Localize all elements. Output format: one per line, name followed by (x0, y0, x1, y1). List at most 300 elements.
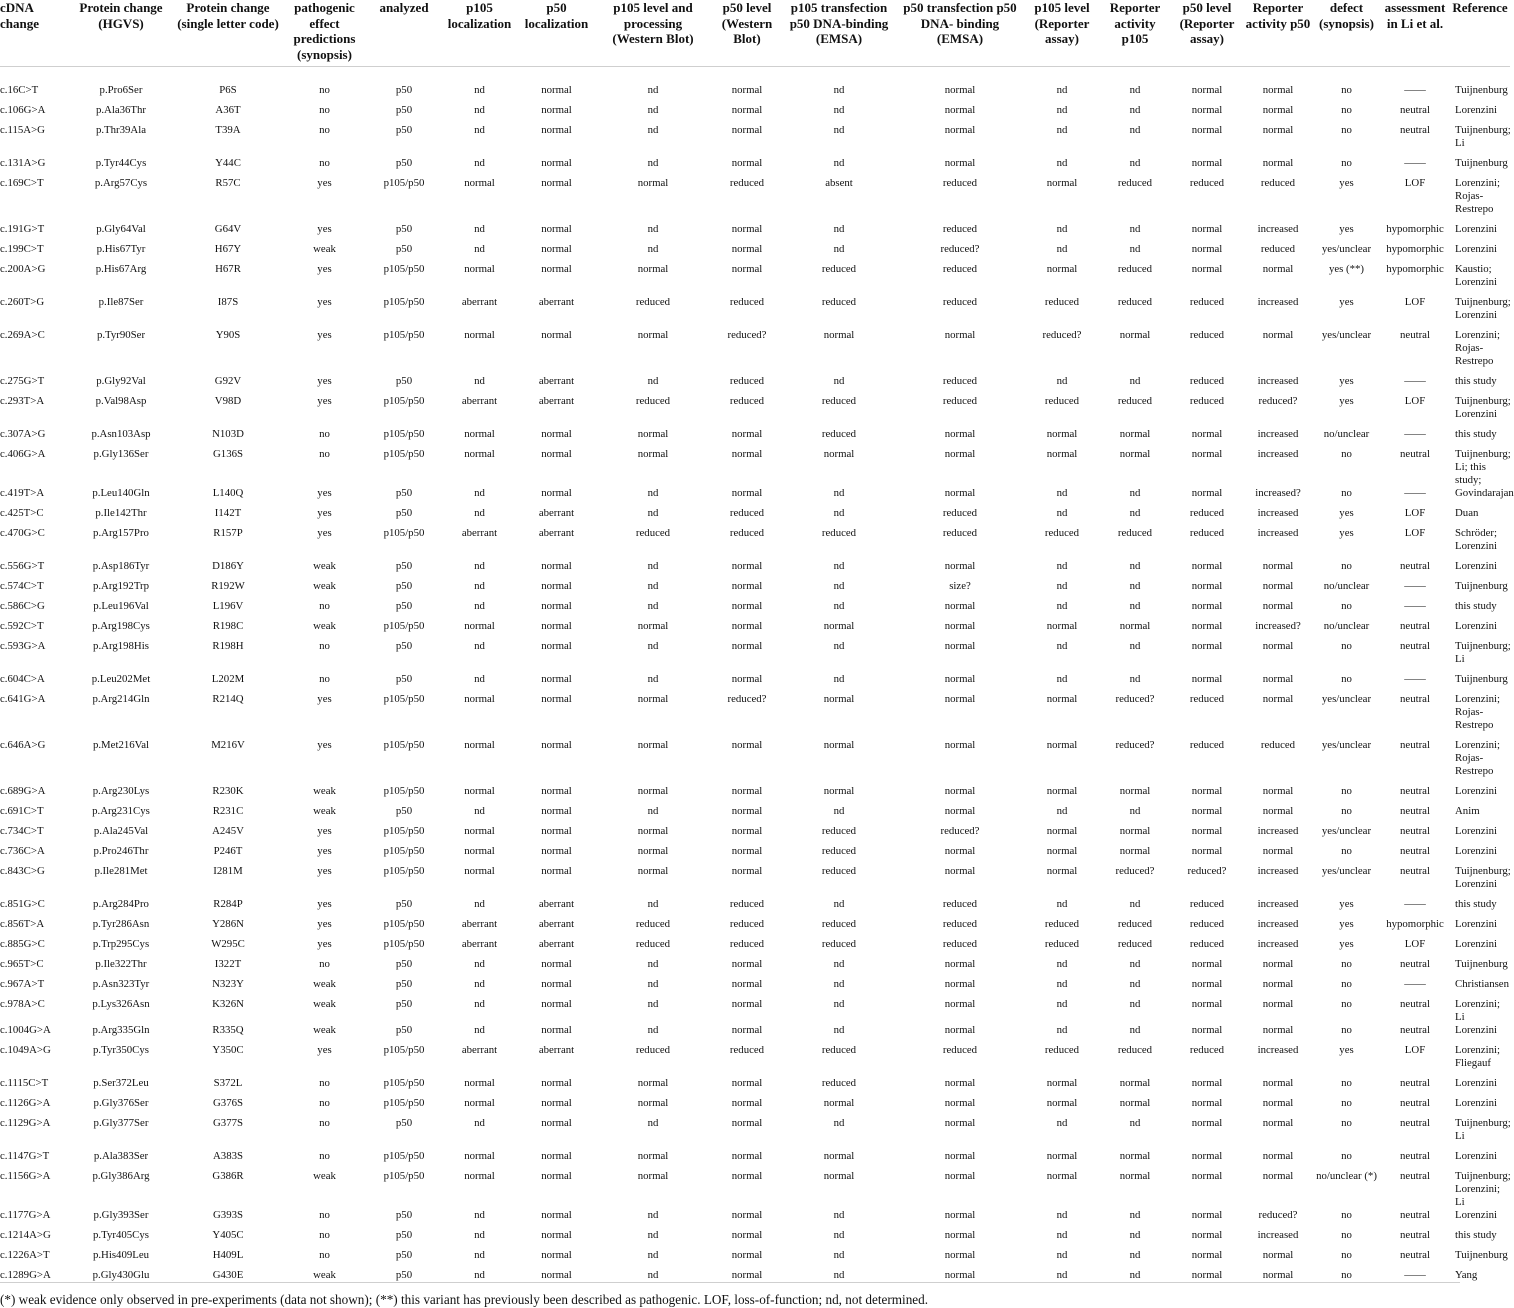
table-cell: normal (1191, 448, 1223, 460)
table-cell: normal (1262, 785, 1294, 797)
table-cell: normal (541, 805, 572, 817)
table-cell: S372L (213, 1077, 243, 1089)
table-cell: Lorenzini; Rojas-Restrepo (1455, 739, 1500, 777)
table-cell: nd (833, 487, 845, 499)
table-cell: no (319, 1117, 330, 1129)
table-cell: reduced? (1115, 865, 1155, 877)
table-cell: W295C (211, 938, 245, 950)
table-cell: p105/p50 (383, 865, 425, 877)
table-cell: L202M (211, 673, 245, 685)
table-cell: reduced (942, 296, 978, 308)
table-cell: increased (1257, 938, 1299, 950)
table-cell: I281M (213, 865, 243, 877)
table-cell: nd (1056, 958, 1068, 970)
table-cell: reduced (729, 918, 765, 930)
table-row (0, 825, 1510, 845)
table-cell: nd (474, 243, 485, 255)
table-cell: LOF (1404, 395, 1426, 407)
table-cell: normal (1119, 1150, 1151, 1162)
table-cell: reduced (729, 395, 765, 407)
table-cell: —— (1404, 157, 1426, 169)
table-cell: normal (1191, 1097, 1223, 1109)
table-cell: normal (541, 1229, 572, 1241)
table-cell: normal (1046, 865, 1078, 877)
table-cell: neutral (1400, 845, 1430, 857)
table-cell: —— (1404, 428, 1426, 440)
table-row (0, 693, 1510, 739)
table-cell: no (1341, 640, 1352, 652)
table-cell: normal (823, 1097, 855, 1109)
table-cell: p50 (395, 673, 413, 685)
table-cell: Y350C (212, 1044, 244, 1056)
table-cell: nd (647, 375, 659, 387)
table-row (0, 673, 1510, 693)
table-cell: normal (1262, 1077, 1294, 1089)
table-cell: reduced (821, 938, 857, 950)
table-cell: nd (474, 580, 485, 592)
table-row (0, 938, 1510, 958)
table-cell: neutral (1400, 104, 1430, 116)
table-cell: normal (1119, 620, 1151, 632)
table-cell: no (319, 1229, 330, 1241)
table-cell: p105/p50 (383, 1077, 425, 1089)
table-cell: no (1341, 157, 1352, 169)
table-cell: increased (1257, 1044, 1299, 1056)
table-cell: normal (541, 958, 572, 970)
table-cell: yes/unclear (1321, 243, 1372, 255)
table-cell: nd (833, 1269, 845, 1281)
table-cell: normal (944, 1024, 976, 1036)
table-cell: normal (944, 805, 976, 817)
table-cell: yes/unclear (1321, 693, 1372, 705)
table-cell: A36T (215, 104, 241, 116)
table-cell: normal (731, 673, 763, 685)
table-cell: nd (1129, 958, 1141, 970)
table-cell: p.Leu196Val (93, 600, 149, 612)
table-cell: Schröder; Lorenzini (1455, 527, 1497, 552)
table-cell: normal (944, 845, 976, 857)
table-cell: no (319, 600, 330, 612)
table-cell: no/unclear (1323, 428, 1370, 440)
table-cell: normal (541, 1097, 572, 1109)
table-cell: no (319, 1249, 330, 1261)
column-header: p105 transfection p50 DNA-binding (EMSA) (783, 0, 895, 67)
table-cell: yes (317, 918, 332, 930)
table-cell: Lorenzini; Li (1455, 998, 1500, 1023)
table-cell: reduced (821, 296, 857, 308)
table-cell: nd (1129, 560, 1141, 572)
table-row (0, 785, 1510, 805)
table-cell: p50 (395, 487, 413, 499)
table-cell: nd (474, 223, 485, 235)
table-cell: reduced (942, 918, 978, 930)
table-cell: reduced? (1258, 1209, 1298, 1221)
table-cell: nd (474, 507, 485, 519)
table-cell: normal (637, 1097, 669, 1109)
table-cell: no (1341, 805, 1352, 817)
table-cell: normal (1191, 104, 1223, 116)
table-cell: normal (464, 620, 495, 632)
table-cell: reduced (942, 223, 978, 235)
table-cell: LOF (1404, 507, 1426, 519)
table-cell: this study (1455, 898, 1497, 910)
table-cell: p105/p50 (383, 1150, 425, 1162)
table-cell: nd (1056, 898, 1068, 910)
table-cell: reduced (821, 395, 857, 407)
table-cell: nd (647, 898, 659, 910)
table-cell: nd (647, 157, 659, 169)
table-cell: normal (1262, 693, 1294, 705)
table-cell: normal (944, 428, 976, 440)
table-row (0, 84, 1510, 104)
table-cell: p50 (395, 157, 413, 169)
table-cell: normal (637, 177, 669, 189)
table-cell: normal (1262, 600, 1294, 612)
table-cell: normal (1191, 1209, 1223, 1221)
table-cell: aberrant (461, 938, 498, 950)
table-cell: nd (1056, 580, 1068, 592)
table-cell: reduced (942, 898, 978, 910)
table-cell: nd (833, 560, 845, 572)
table-cell: —— (1404, 898, 1426, 910)
table-row (0, 1229, 1510, 1249)
table-cell: p105/p50 (383, 448, 425, 460)
table-cell: normal (731, 640, 763, 652)
table-cell: normal (944, 448, 976, 460)
table-cell: reduced (1189, 693, 1225, 705)
table-cell: normal (541, 673, 572, 685)
table-cell: normal (1262, 1269, 1294, 1281)
table-cell: normal (541, 124, 572, 136)
table-cell: normal (541, 84, 572, 96)
table-cell: reduced (1189, 938, 1225, 950)
table-cell: no (319, 428, 330, 440)
table-cell: nd (1056, 1269, 1068, 1281)
column-header: Reference (1450, 0, 1510, 67)
table-cell: normal (1191, 124, 1223, 136)
table-cell: normal (944, 600, 976, 612)
table-cell: reduced (1189, 177, 1225, 189)
table-cell: weak (313, 620, 336, 632)
table-cell: normal (464, 1077, 495, 1089)
table-cell: normal (731, 1024, 763, 1036)
table-cell: Lorenzini; Fliegauf (1455, 1044, 1500, 1069)
table-cell: reduced? (1115, 739, 1155, 751)
table-cell: no (319, 157, 330, 169)
table-cell: this study (1455, 375, 1497, 387)
table-cell: normal (1191, 978, 1223, 990)
table-cell: p50 (395, 124, 413, 136)
table-cell: nd (1129, 157, 1141, 169)
table-cell: normal (731, 448, 763, 460)
table-cell: nd (1129, 375, 1141, 387)
table-cell: neutral (1400, 693, 1430, 705)
table-cell: neutral (1400, 1097, 1430, 1109)
table-cell: p50 (395, 1024, 413, 1036)
table-cell: G64V (214, 223, 242, 235)
table-cell: reduced (821, 1077, 857, 1089)
table-cell: —— (1404, 1269, 1426, 1281)
table-cell: —— (1404, 84, 1426, 96)
table-cell: Lorenzini (1455, 1150, 1497, 1162)
column-header: p50 transfection p50 DNA- binding (EMSA) (895, 0, 1025, 67)
table-cell: no (1341, 1249, 1352, 1261)
column-header: p105 localization (441, 0, 518, 67)
table-cell: normal (944, 1269, 976, 1281)
table-cell: nd (1129, 805, 1141, 817)
table-cell: p105/p50 (383, 428, 425, 440)
table-cell: Tuijnenburg (1455, 1249, 1508, 1261)
table-cell: size? (949, 580, 971, 592)
table-cell: reduced (1117, 918, 1153, 930)
table-cell: normal (731, 958, 763, 970)
table-cell: reduced (635, 296, 671, 308)
table-row (0, 177, 1510, 223)
table-cell: nd (1129, 673, 1141, 685)
table-cell: normal (464, 428, 495, 440)
table-cell: normal (731, 785, 763, 797)
table-cell: nd (1056, 1117, 1068, 1129)
table-cell: p.His409Leu (92, 1249, 150, 1261)
table-cell: p.Arg284Pro (93, 898, 149, 910)
table-cell: nd (1056, 1209, 1068, 1221)
table-cell: no (319, 104, 330, 116)
table-cell: aberrant (461, 1044, 498, 1056)
table-cell: c.556G>T (0, 560, 45, 572)
table-cell: increased (1257, 448, 1299, 460)
table-row (0, 560, 1510, 580)
table-cell: normal (1046, 693, 1078, 705)
table-cell: normal (637, 739, 669, 751)
table-row (0, 600, 1510, 620)
table-cell: normal (944, 124, 976, 136)
table-cell: nd (474, 1249, 485, 1261)
table-cell: p.Ala245Val (93, 825, 149, 837)
table-cell: normal (541, 620, 572, 632)
table-cell: no (1341, 1097, 1352, 1109)
table-cell: aberrant (461, 296, 498, 308)
table-cell: p50 (395, 243, 413, 255)
table-row (0, 958, 1510, 978)
table-cell: p.Gly377Ser (93, 1117, 149, 1129)
table-cell: reduced (821, 527, 857, 539)
table-cell: yes (1339, 177, 1354, 189)
table-cell: c.425T>C (0, 507, 44, 519)
table-cell: normal (731, 1209, 763, 1221)
table-footnote: (*) weak evidence only observed in pre-experiments (data not shown); (**) this variant has previously been described as pathogenic. LOF, loss-of-function; nd, not determined. (0, 1282, 1460, 1308)
table-cell: c.169C>T (0, 177, 44, 189)
table-cell: p105/p50 (383, 1044, 425, 1056)
table-cell: reduced (1117, 296, 1153, 308)
table-cell: reduced (1260, 177, 1296, 189)
column-header: p105 level (Reporter assay) (1025, 0, 1099, 67)
table-cell: normal (731, 487, 763, 499)
table-cell: nd (647, 805, 659, 817)
table-cell: R284P (213, 898, 243, 910)
table-cell: p.Asp186Tyr (92, 560, 150, 572)
table-cell: increased (1257, 428, 1299, 440)
table-cell: normal (1046, 1170, 1078, 1182)
table-cell: p105/p50 (383, 263, 425, 275)
table-cell: p.His67Tyr (96, 243, 146, 255)
table-cell: normal (823, 739, 855, 751)
table-cell: normal (541, 448, 572, 460)
table-cell: reduced (1044, 918, 1080, 930)
table-cell: no (1341, 600, 1352, 612)
table-cell: normal (1191, 673, 1223, 685)
table-cell: normal (1191, 1229, 1223, 1241)
table-cell: reduced (1189, 1044, 1225, 1056)
table-cell: reduced (821, 865, 857, 877)
table-cell: normal (1191, 998, 1223, 1010)
table-row (0, 104, 1510, 124)
table-cell: nd (1129, 124, 1141, 136)
table-cell: normal (637, 693, 669, 705)
table-cell: normal (823, 620, 855, 632)
table-cell: no (1341, 998, 1352, 1010)
table-cell: no (1341, 1229, 1352, 1241)
table-cell: c.593G>A (0, 640, 46, 652)
table-cell: c.1049A>G (0, 1044, 51, 1056)
table-row (0, 865, 1510, 898)
table-cell: normal (823, 693, 855, 705)
column-header: Protein change (single letter code) (174, 0, 282, 67)
table-cell: M216V (211, 739, 245, 751)
table-cell: c.1129G>A (0, 1117, 51, 1129)
table-cell: normal (823, 785, 855, 797)
table-cell: H409L (212, 1249, 244, 1261)
table-cell: neutral (1400, 1209, 1430, 1221)
table-cell: yes (317, 739, 332, 751)
column-header: p50 localization (518, 0, 595, 67)
table-cell: p105/p50 (383, 693, 425, 705)
table-cell: normal (1262, 1117, 1294, 1129)
table-cell: nd (474, 805, 485, 817)
table-cell: normal (541, 428, 572, 440)
table-cell: normal (637, 785, 669, 797)
table-cell: p.Gly393Ser (93, 1209, 149, 1221)
table-cell: Lorenzini (1455, 560, 1497, 572)
table-cell: p.Arg231Cys (92, 805, 150, 817)
table-cell: normal (541, 487, 572, 499)
table-cell: G377S (213, 1117, 243, 1129)
table-cell: Lorenzini; Rojas-Restrepo (1455, 329, 1500, 367)
table-cell: c.574C>T (0, 580, 44, 592)
table-cell: nd (1129, 507, 1141, 519)
table-cell: normal (541, 263, 572, 275)
table-cell: V98D (214, 395, 242, 407)
table-cell: nd (1056, 223, 1068, 235)
table-cell: reduced (821, 845, 857, 857)
table-cell: nd (1129, 243, 1141, 255)
table-cell: nd (647, 580, 659, 592)
table-cell: nd (1056, 1229, 1068, 1241)
table-cell: LOF (1404, 527, 1426, 539)
table-cell: nd (647, 84, 659, 96)
table-cell: nd (1129, 1249, 1141, 1261)
table-cell: reduced (821, 1044, 857, 1056)
table-cell: no/unclear (*) (1316, 1170, 1377, 1182)
table-cell: P6S (219, 84, 237, 96)
table-cell: normal (541, 1170, 572, 1182)
table-cell: nd (474, 1024, 485, 1036)
table-cell: no (1341, 104, 1352, 116)
table-row (0, 1077, 1510, 1097)
table-cell: neutral (1400, 124, 1430, 136)
column-header: p50 level (Western Blot) (711, 0, 783, 67)
table-cell: reduced (1044, 527, 1080, 539)
table-cell: normal (1191, 263, 1223, 275)
table-cell: normal (731, 1229, 763, 1241)
table-cell: p105/p50 (383, 177, 425, 189)
table-cell: yes/unclear (1321, 739, 1372, 751)
table-cell: yes (317, 375, 332, 387)
table-cell: reduced? (940, 243, 980, 255)
table-cell: p50 (395, 580, 413, 592)
table-cell: no/unclear (1323, 620, 1370, 632)
table-cell: nd (1056, 507, 1068, 519)
table-cell: reduced (821, 825, 857, 837)
table-cell: Lorenzini (1455, 620, 1497, 632)
table-cell: reduced (821, 918, 857, 930)
table-cell: normal (731, 560, 763, 572)
table-cell: nd (474, 124, 485, 136)
table-cell: p.Ile322Thr (95, 958, 147, 970)
table-cell: increased (1257, 825, 1299, 837)
table-row (0, 1209, 1510, 1229)
table-cell: normal (541, 104, 572, 116)
table-cell: no (319, 448, 330, 460)
table-cell: R198H (212, 640, 244, 652)
table-cell: p50 (395, 998, 413, 1010)
table-cell: Tuijnenburg (1455, 157, 1508, 169)
table-cell: nd (1056, 560, 1068, 572)
table-cell: increased (1257, 918, 1299, 930)
table-cell: normal (1191, 1024, 1223, 1036)
table-cell: normal (944, 1097, 976, 1109)
table-cell: normal (637, 865, 669, 877)
table-cell: p50 (395, 223, 413, 235)
table-cell: reduced (942, 375, 978, 387)
table-cell: normal (944, 1209, 976, 1221)
table-cell: c.131A>G (0, 157, 46, 169)
table-cell: nd (647, 998, 659, 1010)
table-cell: increased (1257, 223, 1299, 235)
column-header: cDNA change (0, 0, 68, 67)
table-cell: c.604C>A (0, 673, 45, 685)
table-cell: normal (1262, 978, 1294, 990)
table-cell: neutral (1400, 958, 1430, 970)
table-cell: nd (1129, 1117, 1141, 1129)
table-row (0, 739, 1510, 785)
table-cell: Lorenzini (1455, 223, 1497, 235)
table-cell: nd (833, 1117, 845, 1129)
table-cell: —— (1404, 375, 1426, 387)
table-cell: reduced? (1115, 693, 1155, 705)
table-cell: normal (731, 600, 763, 612)
table-cell: normal (541, 1024, 572, 1036)
table-cell: nd (474, 375, 485, 387)
table-cell: nd (1056, 1249, 1068, 1261)
table-cell: c.275G>T (0, 375, 45, 387)
table-cell: normal (637, 448, 669, 460)
table-cell: neutral (1400, 1229, 1430, 1241)
table-cell: normal (944, 84, 976, 96)
table-cell: nd (1056, 998, 1068, 1010)
table-cell: increased (1257, 527, 1299, 539)
table-cell: no (1341, 958, 1352, 970)
table-cell: Lorenzini; Rojas-Restrepo (1455, 693, 1500, 731)
